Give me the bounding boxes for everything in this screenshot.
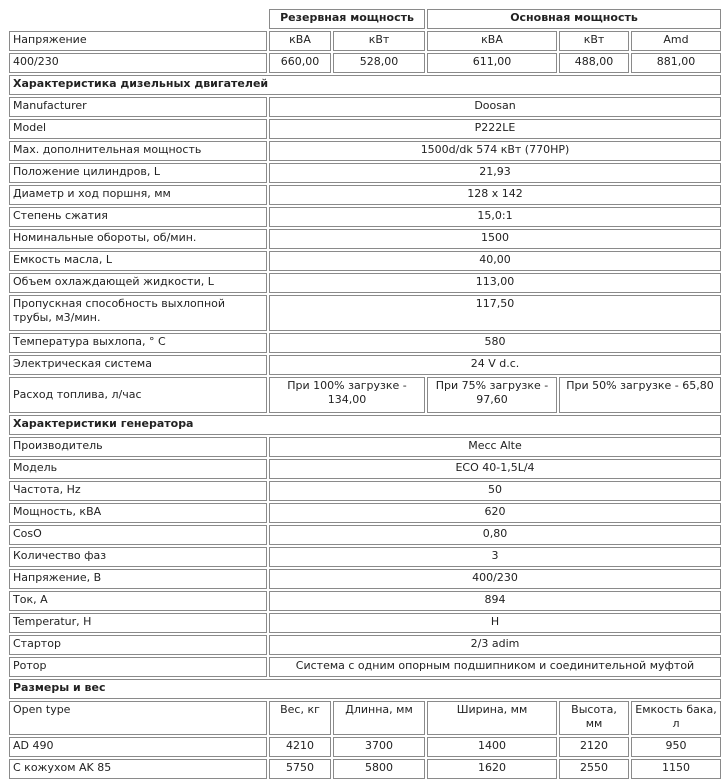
length-header: Длинна, мм	[333, 701, 425, 735]
spec-label: Емкость масла, L	[9, 251, 267, 271]
spec-row	[9, 591, 721, 611]
spec-value: Doosan	[269, 97, 721, 117]
spec-row	[9, 295, 721, 331]
spec-label: Производитель	[9, 437, 267, 457]
height-value: 2120	[559, 737, 629, 757]
spec-value: 3	[269, 547, 721, 567]
spec-label: Номинальные обороты, об/мин.	[9, 229, 267, 249]
length-value: 3700	[333, 737, 425, 757]
spec-value: 117,50	[269, 295, 721, 331]
spec-row	[9, 333, 721, 353]
spec-label: Модель	[9, 459, 267, 479]
width-value: 1620	[427, 759, 557, 779]
spec-label: Пропускная способность выхлопной трубы, м3/мин.	[9, 295, 267, 331]
standby-kw-unit: кВт	[333, 31, 425, 51]
spec-label: Model	[9, 119, 267, 139]
spec-row	[9, 141, 721, 161]
fuel-75-value: При 75% загрузке - 97,60	[427, 377, 557, 413]
section-header	[9, 75, 721, 95]
width-header: Ширина, мм	[427, 701, 557, 735]
tank-capacity-value: 1150	[631, 759, 721, 779]
spec-value: 24 V d.c.	[269, 355, 721, 375]
units-row	[9, 31, 721, 51]
width-value: 1400	[427, 737, 557, 757]
spec-label: Мощность, кВА	[9, 503, 267, 523]
spec-value: P222LE	[269, 119, 721, 139]
spec-row	[9, 437, 721, 457]
fuel-label: Расход топлива, л/час	[9, 377, 267, 413]
spec-label: Степень сжатия	[9, 207, 267, 227]
corner-cell	[9, 9, 267, 29]
weight-value: 4210	[269, 737, 331, 757]
spec-row	[9, 355, 721, 375]
spec-value: 0,80	[269, 525, 721, 545]
spec-value: 2/3 adim	[269, 635, 721, 655]
dimensions-row	[9, 737, 721, 757]
prime-kw-unit: кВт	[559, 31, 629, 51]
prime-kva-unit: кВА	[427, 31, 557, 51]
spec-row	[9, 119, 721, 139]
power-header-row	[9, 9, 721, 29]
spec-value: 894	[269, 591, 721, 611]
model-name: AD 490	[9, 737, 267, 757]
spec-label: Manufacturer	[9, 97, 267, 117]
prime-amp-value: 881,00	[631, 53, 721, 73]
voltage-label: Напряжение	[9, 31, 267, 51]
spec-value: 620	[269, 503, 721, 523]
spec-value: 580	[269, 333, 721, 353]
standby-kva-value: 660,00	[269, 53, 331, 73]
spec-label: Ротор	[9, 657, 267, 677]
height-value: 2550	[559, 759, 629, 779]
spec-row	[9, 97, 721, 117]
spec-label: Объем охлаждающей жидкости, L	[9, 273, 267, 293]
dimensions-section-title: Размеры и вес	[9, 679, 721, 699]
length-value: 5800	[333, 759, 425, 779]
spec-label: Напряжение, В	[9, 569, 267, 589]
spec-label: Положение цилиндров, L	[9, 163, 267, 183]
tank-capacity-header: Емкость бака, л	[631, 701, 721, 735]
spec-label: Max. дополнительная мощность	[9, 141, 267, 161]
spec-row	[9, 503, 721, 523]
spec-label: Стартор	[9, 635, 267, 655]
spec-row	[9, 657, 721, 677]
prime-kva-value: 611,00	[427, 53, 557, 73]
spec-table	[7, 7, 723, 781]
engine-section-title: Характеристика дизельных двигателей	[9, 75, 721, 95]
height-header: Высота, мм	[559, 701, 629, 735]
spec-value: 50	[269, 481, 721, 501]
spec-row	[9, 635, 721, 655]
standby-power-header: Резервная мощность	[269, 9, 425, 29]
spec-row	[9, 569, 721, 589]
spec-value: ECO 40-1,5L/4	[269, 459, 721, 479]
prime-amp-unit: Amd	[631, 31, 721, 51]
spec-value: 21,93	[269, 163, 721, 183]
spec-label: Частота, Hz	[9, 481, 267, 501]
spec-row	[9, 525, 721, 545]
fuel-consumption-row	[9, 377, 721, 413]
voltage-value: 400/230	[9, 53, 267, 73]
spec-row	[9, 185, 721, 205]
spec-label: Диаметр и ход поршня, мм	[9, 185, 267, 205]
fuel-50-value: При 50% загрузке - 65,80	[559, 377, 721, 413]
generator-section-title: Характеристики генератора	[9, 415, 721, 435]
spec-value: Система с одним опорным подшипником и соединительной муфтой	[269, 657, 721, 677]
spec-label: Электрическая система	[9, 355, 267, 375]
spec-row	[9, 481, 721, 501]
spec-value: H	[269, 613, 721, 633]
spec-value: 15,0:1	[269, 207, 721, 227]
tank-capacity-value: 950	[631, 737, 721, 757]
spec-label: Ток, А	[9, 591, 267, 611]
spec-value: 1500d/dk 574 кВт (770HP)	[269, 141, 721, 161]
standby-kw-value: 528,00	[333, 53, 425, 73]
spec-row	[9, 251, 721, 271]
dimensions-header-row	[9, 701, 721, 735]
spec-label: CosO	[9, 525, 267, 545]
spec-label: Количество фаз	[9, 547, 267, 567]
dimensions-row	[9, 759, 721, 779]
spec-value: 128 x 142	[269, 185, 721, 205]
spec-row	[9, 229, 721, 249]
spec-row	[9, 547, 721, 567]
spec-row	[9, 163, 721, 183]
spec-label: Temperatur, H	[9, 613, 267, 633]
spec-row	[9, 459, 721, 479]
spec-label: Температура выхлопа, ° C	[9, 333, 267, 353]
prime-kw-value: 488,00	[559, 53, 629, 73]
spec-row	[9, 207, 721, 227]
dimensions-header-label: Open type	[9, 701, 267, 735]
spec-value: 1500	[269, 229, 721, 249]
weight-value: 5750	[269, 759, 331, 779]
spec-value: Mecc Alte	[269, 437, 721, 457]
spec-row	[9, 613, 721, 633]
model-name: С кожухом AK 85	[9, 759, 267, 779]
prime-power-header: Основная мощность	[427, 9, 721, 29]
section-header	[9, 679, 721, 699]
standby-kva-unit: кВА	[269, 31, 331, 51]
fuel-100-value: При 100% загрузке - 134,00	[269, 377, 425, 413]
spec-value: 113,00	[269, 273, 721, 293]
spec-value: 400/230	[269, 569, 721, 589]
spec-row	[9, 273, 721, 293]
values-row	[9, 53, 721, 73]
section-header	[9, 415, 721, 435]
weight-header: Вес, кг	[269, 701, 331, 735]
spec-value: 40,00	[269, 251, 721, 271]
